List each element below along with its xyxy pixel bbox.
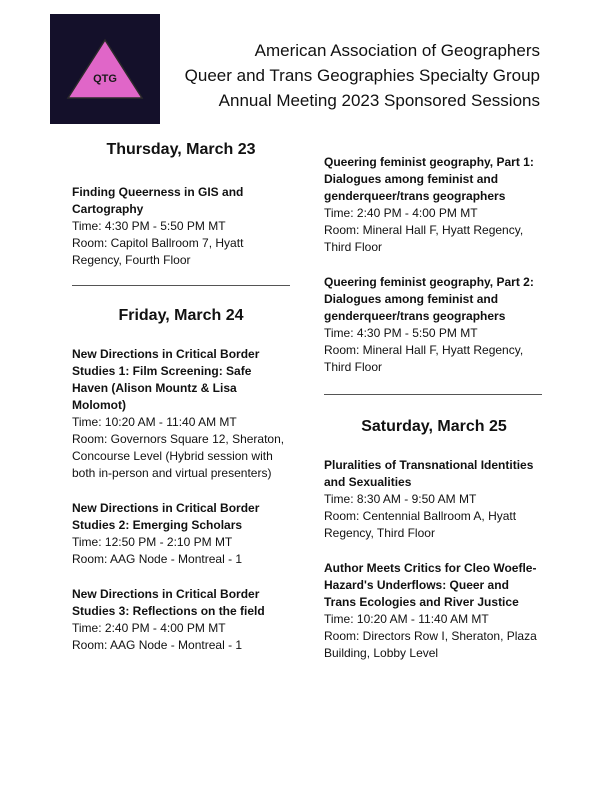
session-room: Room: Mineral Hall F, Hyatt Regency, Third Floor <box>324 343 524 374</box>
header-line-2: Queer and Trans Geographies Specialty Group <box>184 66 540 85</box>
session-title: Queering feminist geography, Part 1: Dialogues among feminist and genderqueer/trans geographers <box>324 155 534 203</box>
header-line-3: Annual Meeting 2023 Sponsored Sessions <box>218 91 540 110</box>
page-header <box>185 38 540 113</box>
section-divider <box>72 285 290 286</box>
session-time: Time: 4:30 PM - 5:50 PM MT <box>72 219 226 233</box>
session-title: Pluralities of Transnational Identities and Sexualities <box>324 458 534 489</box>
session-block <box>72 346 290 482</box>
session-room: Room: AAG Node - Montreal - 1 <box>72 638 243 652</box>
right-column <box>324 154 544 662</box>
qtg-logo <box>50 14 160 124</box>
logo-text: QTG <box>93 73 117 85</box>
session-room: Room: Mineral Hall F, Hyatt Regency, Third Floor <box>324 223 524 254</box>
section-divider <box>324 394 542 395</box>
session-time: Time: 10:20 AM - 11:40 AM MT <box>72 415 237 429</box>
session-block <box>72 500 290 568</box>
session-title: New Directions in Critical Border Studies 2: Emerging Scholars <box>72 501 260 532</box>
session-title: Queering feminist geography, Part 2: Dialogues among feminist and genderqueer/trans geographers <box>324 275 534 323</box>
session-room: Room: Directors Row I, Sheraton, Plaza Building, Lobby Level <box>324 629 537 660</box>
session-title: Author Meets Critics for Cleo Woefle-Hazard's Underflows: Queer and Trans Ecologies and River Justice <box>324 561 537 609</box>
pink-triangle-icon <box>50 14 160 124</box>
session-title: Finding Queerness in GIS and Cartography <box>72 185 244 216</box>
session-time: Time: 12:50 PM - 2:10 PM MT <box>72 535 233 549</box>
day-heading-friday: Friday, March 24 <box>118 307 244 324</box>
session-title: New Directions in Critical Border Studies 1: Film Screening: Safe Haven (Alison Mountz & Lisa Molomot) <box>72 347 260 412</box>
session-block <box>72 586 290 654</box>
session-block <box>324 154 544 256</box>
session-time: Time: 2:40 PM - 4:00 PM MT <box>72 621 226 635</box>
session-room: Room: Centennial Ballroom A, Hyatt Regency, Third Floor <box>324 509 517 540</box>
left-column <box>72 140 290 654</box>
session-block <box>324 457 544 542</box>
session-room: Room: AAG Node - Montreal - 1 <box>72 552 243 566</box>
day-heading-saturday: Saturday, March 25 <box>361 418 507 435</box>
session-block <box>324 560 544 662</box>
day-heading-thursday: Thursday, March 23 <box>106 141 256 158</box>
session-time: Time: 10:20 AM - 11:40 AM MT <box>324 612 489 626</box>
session-time: Time: 8:30 AM - 9:50 AM MT <box>324 492 477 506</box>
session-block <box>72 184 290 269</box>
session-time: Time: 4:30 PM - 5:50 PM MT <box>324 326 478 340</box>
session-block <box>324 274 544 376</box>
session-title: New Directions in Critical Border Studies 3: Reflections on the field <box>72 587 265 618</box>
session-room: Room: Capitol Ballroom 7, Hyatt Regency, Fourth Floor <box>72 236 244 267</box>
session-time: Time: 2:40 PM - 4:00 PM MT <box>324 206 478 220</box>
header-line-1: American Association of Geographers <box>254 41 540 60</box>
session-room: Room: Governors Square 12, Sheraton, Concourse Level (Hybrid session with both in-person and virtual presenters) <box>72 432 285 480</box>
